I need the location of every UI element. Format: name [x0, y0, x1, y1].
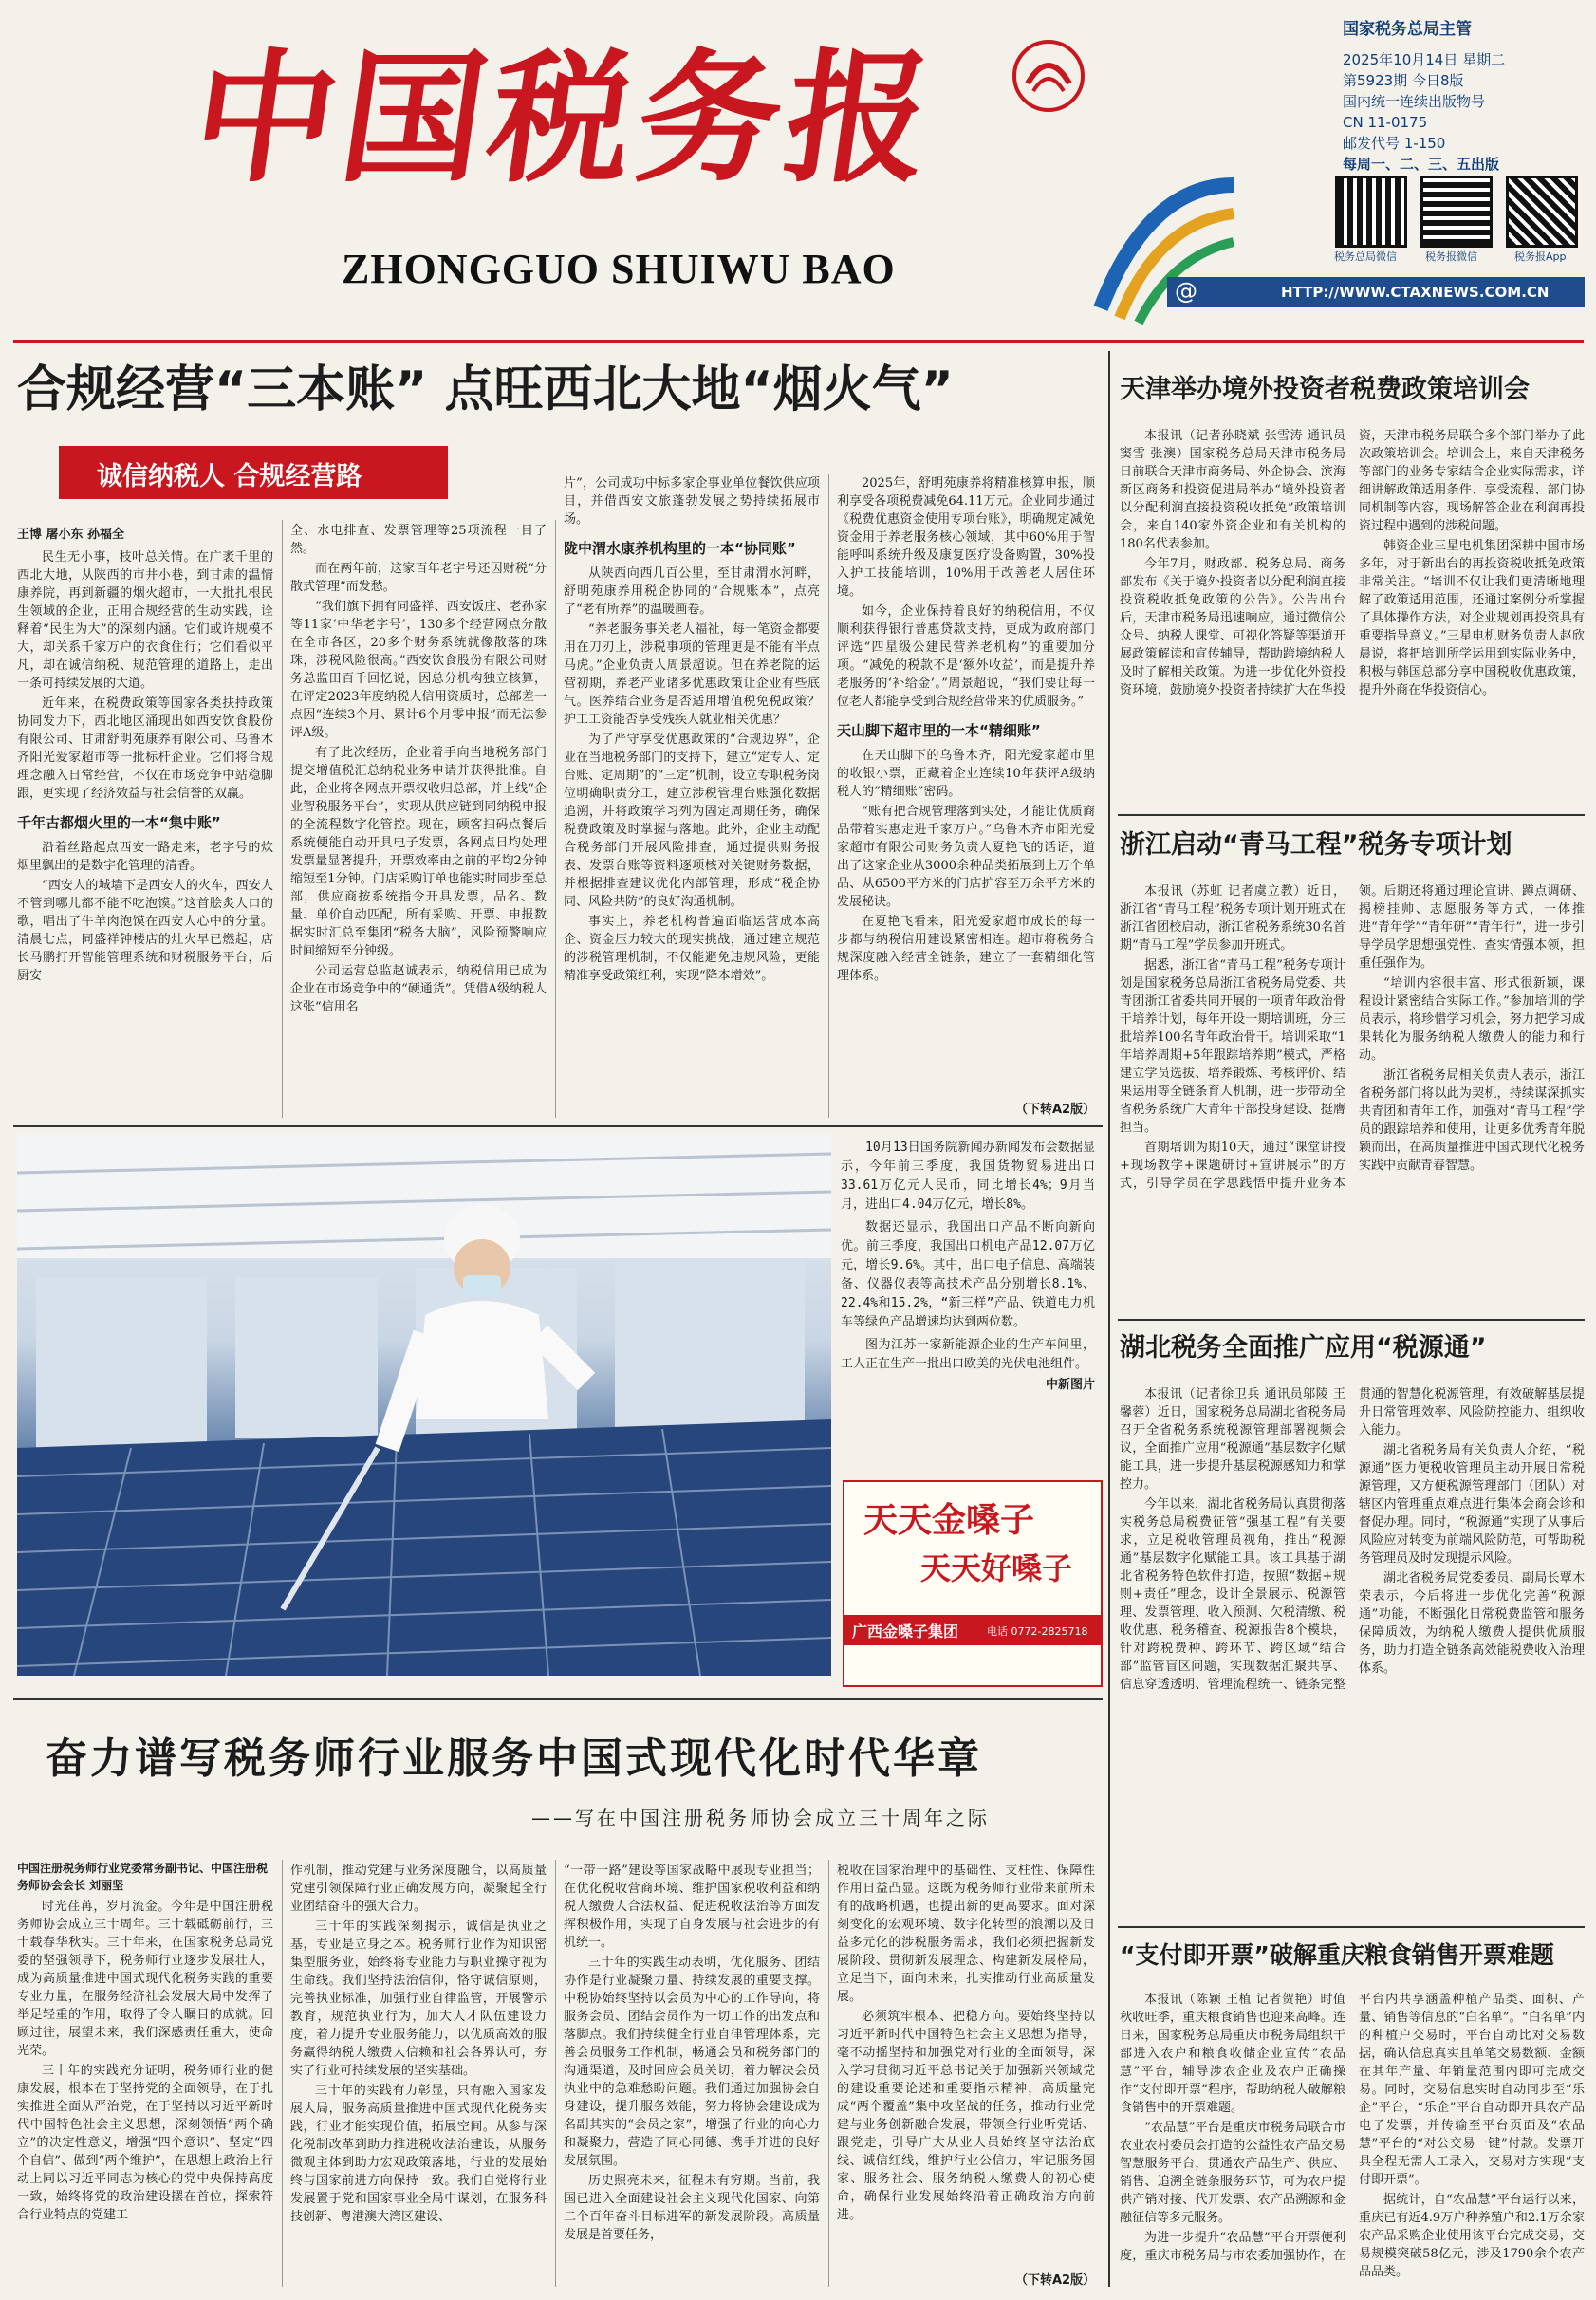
side-2-p5: 浙江省税务局相关负责人表示，浙江省税务部门将以此为契机，持续谋深抓实共青团和青年工作，加强对“青马工程”学员的跟踪培养和使用，让更多优秀青年脱颖而出，在高质量推进中国式现代化税务实践中贡献青春智慧。: [1359, 1068, 1585, 1173]
side-4-p3: 为进一步提升“农品慧”平台开票便利度，重庆市税务局与市农委加强协作，在平台内共享涵盖种植产品类、面积、产量、销售等信息的“白名单”。“白名单”内的种植户交易时，平台自动比对交易数据，确认信息真实且单笔交易数额、金额在其年产量、年销量范围内即可完成交易。同时，交易信息实时自动同步至“乐企”平台，“乐企”平台自动即开具农产品电子发票，并传输至平台页面及“农品慧”平台的“对公交易一键”付款。发票开具全程无需人工录入，交易对方实现“支付即开票”。: [1120, 1993, 1585, 2263]
lead-col1-p4: “西安人的城墙下是西安人的火车，西安人不管到哪儿都不能不吃泡馍。”这首脍炙人口的歌，唱出了牛羊肉泡馍在西安人心中的分量。清晨七点，同盛祥钟楼店的灶火早已燃起，店长马鹏打开智能管理系统和财税服务平台，后厨安: [17, 879, 273, 983]
lead-subhead-2: 陇中渭水康养机构里的一本“协同账”: [564, 540, 796, 557]
side-4-title: “支付即开票”破解重庆粮食销售开票难题: [1120, 1941, 1554, 1969]
side-2-p2: 据悉，浙江省“青马工程”税务专项计划是国家税务总局浙江省税务局党委、共青团浙江省委共同开展的一项青年政治骨干培养计划，每年开设一期培训班，分三批培养100名青年政治骨干。培训采取“1年培养周期+5年跟踪培养期”模式，严格建立学员选拔、培养锻炼、考核评价、结果运用等全链条育人机制，进一步带动全省税务系统广大青年干部投身建设、挺膺担当。: [1120, 958, 1345, 1135]
factory-illustration: [17, 1135, 831, 1676]
feature-col2-p3: 三十年的实践有力彰显，只有融入国家发展大局，服务高质量推进中国式现代化税务实践，行业才能实现价值，拓展空间。从参与深化税制改革到助力推进税收法治建设，从服务微观主体到助力宏观政策落地，行业的发展始终与国家前进方向保持一致。我们自觉将行业发展置于党和国家事业全局中谋划，在服务科技创新、粤港澳大湾区建设、: [290, 2084, 547, 2224]
side-rule-3: [1118, 1926, 1585, 1928]
side-1-p2: 今年7月，财政部、税务总局、商务部发布《关于境外投资者以分配利润直接投资税收抵免政策的公告》。公告出台后，天津市税务局迅速响应，通过微信公众号、纳税人课堂、可视化答疑等渠道开展政策解读和宣传辅导，帮助跨境纳税人及时了解相关政策。为进一步优化外资投资环境，鼓励境外投资者持续扩大在华投资，天津市税务局联合多个部门举办了此次政策培训会。培训会上，来自天津税务等部门的业务专家结合企业实际需求，详细讲解政策适用条件、享受流程、部门协同机制等内容，现场解答企业在利润再投资过程中遇到的涉税问题。: [1120, 429, 1585, 697]
qr-code-wechat-admin[interactable]: [1338, 178, 1404, 245]
side-1-p1: 本报讯（记者孙晓斌 张雪涛 通讯员窦雪 张澳）国家税务总局天津市税务局日前联合天津市商务局、外企协会、滨海新区商务和投资促进局举办“境外投资者以分配利润直接投资税收抵免”政策培训会，来自140家外资企业和有关机构的180名代表参加。: [1120, 429, 1345, 551]
side-1-p3: 韩资企业三星电机集团深耕中国市场多年，对于新出台的再投资税收抵免政策非常关注。“培训不仅让我们更清晰地理解了政策适用范围，还通过案例分析掌握了具体操作方法，对企业规划再投资具有重要指导意义。”三星电机财务负责人赵欣晨说，将把培训所学运用到实际业务中，积极与韩国总部分享中国税收优惠政策，提升外商在华投资信心。: [1359, 539, 1585, 697]
feature-continued[interactable]: （下转A2版）: [1015, 2273, 1096, 2288]
side-3-body: [1120, 1385, 1585, 1921]
post-code: 邮发代号 1-150: [1343, 135, 1446, 152]
issue-number: 第5923期 今日8版: [1343, 72, 1464, 89]
feature-col2-p2: 三十年的实践深刻揭示，诚信是执业之基，专业是立身之本。税务师行业作为知识密集型服务业，始终将专业能力与职业操守视为生命线。我们坚持法治信仰，恪守诚信原则，完善执业标准，加强行业自律监管，开展警示教育，规范执业行为，加大人才队伍建设力度，着力提升专业服务能力，以优质高效的服务赢得纳税人缴费人信赖和社会各界认可，夯实了行业可持续发展的坚实基础。: [290, 1920, 547, 2078]
feature-col-1: [17, 1898, 273, 2287]
lead-col-1: [17, 548, 273, 1118]
lead-col1-p1: 民生无小事，枝叶总关情。在广袤千里的西北大地，从陕西的市井小巷，到甘肃的温情康养院，再到新疆的烟火超市，一大批扎根民生领域的企业，正用合规经营的生动实践，诠释着“民生为大”的深刻内涵。它们或许规模不大，却关系千家万户的衣食住行；它们看似平凡，却在诚信纳税、规范管理的道路上，走出一条可持续发展的大道。: [17, 550, 273, 691]
main-sidebar-divider: [1108, 351, 1110, 2287]
advert-line2: 天天好嗓子: [920, 1550, 1073, 1586]
lead-continued[interactable]: （下转A2版）: [1015, 1103, 1096, 1117]
lead-col4-p5: 在夏艳飞看来，阳光爱家超市成长的每一步都与纳税信用建设紧密相连。超市将税务合规深度融入经营全链条，建立了一套精细化管理体系。: [837, 915, 1095, 983]
feature-col-3: [564, 1862, 820, 2287]
feature-headline: 奋力谱写税务师行业服务中国式现代化时代华章: [46, 1734, 982, 1783]
sponsor: 国家税务总局主管: [1343, 20, 1472, 39]
photo-credit: 中新图片: [1045, 1378, 1095, 1392]
lead-divider-2: [555, 520, 556, 1118]
side-3-p2: 今年以来，湖北省税务局认真贯彻落实税务总局税费征管“强基工程”有关要求，立足税收管理员视角，推出“税源通”基层数字化赋能工具。该工具基于湖北省税务特色软件打造，按照“数据+规则+责任”理念，设计全景展示、税源管理、发票管理、收入预测、欠税清缴、税收优惠、税务稽查、税源报告8个模块，针对跨税费种、跨环节、跨区域“结合部”监管盲区问题，实现数据汇聚共享、信息穿透透明、管理流程统一、链条完整贯通的智慧化税源管理，有效破解基层提升日常管理效率、风险防控能力、组织收入能力。: [1120, 1387, 1585, 1692]
lead-col4-p4: “账有把合规管理落到实处，才能让优质商品带着实惠走进千家万户。”乌鲁木齐市阳光爱家超市有限公司财务负责人夏艳飞的话语，道出了这家企业从3000余种品类拓展到上万个单品、从6500平方米的门店扩容至万余平方米的发展秘诀。: [837, 805, 1095, 909]
side-rule-2: [1118, 1319, 1585, 1321]
side-4-body: [1120, 1991, 1585, 2291]
side-3-p4: 湖北省税务局党委委员、副局长覃木荣表示，今后将进一步优化完善“税源通”功能，不断强化日常税费监管和服务保障质效，为纳税人缴费人提供优质服务，助力打造全链条高效能税费收入治理体系。: [1359, 1571, 1585, 1676]
feature-col1-p1: 时光荏苒，岁月流金。今年是中国注册税务师协会成立三十周年。三十载砥砺前行，三十载春华秋实。三十年来，在国家税务总局党委的坚强领导下，税务师行业逐步发展壮大，成为高质量推进中国式现代化税务实践的重要专业力量，在服务经济社会发展大局中发挥了举足轻重的作用，取得了令人瞩目的成就。回顾过往，展望未来，我们深感责任重大，使命光荣。: [17, 1900, 273, 2058]
feature-col2-p1: 作机制，推动党建与业务深度融合，以高质量党建引领保障行业正确发展方向，凝聚起全行业团结奋斗的强大合力。: [290, 1864, 547, 1914]
feature-divider-1: [282, 1860, 283, 2287]
at-icon: @: [1175, 278, 1197, 305]
feature-col-2: [290, 1862, 547, 2287]
feature-col1-p2: 三十年的实践充分证明，税务师行业的健康发展，根本在于坚持党的全面领导，在于扎实推进全面从严治党，在于坚持以习近平新时代中国特色社会主义思想，深刻领悟“两个确立”的决定性意义，增强“四个意识”、坚定“四个自信”、做到“两个维护”，在思想上政治上行动上同以习近平同志为核心的党中央保持高度一致，始终将党的政治建设摆在首位，探索符合行业特点的党建工: [17, 2064, 273, 2222]
advert-company: [844, 1615, 1101, 1645]
feature-col4-p1: 税收在国家治理中的基础性、支柱性、保障性作用日益凸显。这既为税务师行业带来前所未有的战略机遇，也提出新的更高要求。面对深刻变化的宏观环境、数字化转型的浪潮以及日益多元化的涉税服务需求，我们必须把握新发展阶段、贯彻新发展理念、构建新发展格局，立足当下，面向未来，扎实推动行业高质量发展。: [837, 1864, 1095, 2004]
photo-top-rule: [13, 1125, 1103, 1127]
side-2-p3: 首期培训为期10天，通过“课堂讲授+现场教学+课题研讨+宣讲展示”的方式，引导学员在学思践悟中提升业务本领。后期还将通过理论宣讲、蹲点调研、揭榜挂帅、志愿服务等方式，一体推进“青年学”“青年研”“青年行”，进一步引导学员学思想强党性、查实情强本领，担重任强作为。: [1120, 884, 1585, 1191]
lead-col4-p3: 在天山脚下的乌鲁木齐，阳光爱家超市里的收银小票，正藏着企业连续10年获评A级纳税人的“精细账”密码。: [837, 749, 1095, 799]
qr-label-1: 税务总局微信: [1334, 250, 1397, 263]
feature-col3-p3: 历史照亮未来，征程未有穷期。当前，我国已进入全面建设社会主义现代化国家、向第二个百年奋斗目标进军的新发展阶段。高质量发展是首要任务，: [564, 2174, 820, 2242]
lead-col2-p1: 全、水电排查、发票管理等25项流程一目了然。: [290, 524, 547, 556]
photo-caption-p3: 图为江苏一家新能源企业的生产车间里，工人正在生产一批出口欧美的光伏电池组件。: [841, 1338, 1095, 1371]
side-2-body: [1120, 882, 1585, 1314]
side-3-p1: 本报讯（记者徐卫兵 通讯员邬陵 王馨蓉）近日，国家税务总局湖北省税务局召开全省税务系统税源管理部署视频会议，全面推广应用“税源通”基层数字化赋能工具，进一步提升基层税源感知力和掌控力。: [1120, 1387, 1345, 1492]
lead-col1-p3: 沿着丝路起点西安一路走来，老字号的炊烟里飘出的是数字化管理的清香。: [17, 841, 273, 873]
side-2-title: 浙江启动“青马工程”税务专项计划: [1120, 830, 1512, 860]
lead-col-4: [837, 474, 1095, 1118]
side-3-p3: 湖北省税务局有关负责人介绍，“税源通”医力便税收管理员主动开展日常税源管理，又方便税源管理部门（团队）对辖区内管理重点难点进行集体会商会诊和督促办理。同时，“税源通”实现了从事后风险应对转变为前端风险防范，可帮助税务管理员及时发现提示风险。: [1359, 1443, 1585, 1566]
qr-code-wechat-paper[interactable]: [1423, 178, 1490, 245]
lead-divider-1: [282, 520, 283, 1118]
cn-number: CN 11-0175: [1343, 114, 1428, 131]
top-rule: [13, 340, 1584, 343]
masthead: [0, 0, 1596, 342]
lead-subhead-3: 天山脚下超市里的一本“精细账”: [837, 722, 1041, 739]
advert[interactable]: [843, 1480, 1103, 1687]
masthead-logo-icon: [1011, 38, 1086, 114]
lead-col-2: [290, 522, 547, 1118]
feature-col3-p1: “一带一路”建设等国家战略中展现专业担当；在优化税收营商环境、维护国家税收利益和纳税人缴费人合法权益、促进税收法治等方面发挥积极作用，实现了自身发展与社会进步的有机统一。: [564, 1864, 820, 1950]
feature-col4-p2: 必须筑牢根本、把稳方向。要始终坚持以习近平新时代中国特色社会主义思想为指导，毫不动摇坚持和加强党对行业的全面领导，深入学习贯彻习近平总书记关于加强新兴领域党的建设重要论述和重要指示精神，高质量完成“两个覆盖”集中攻坚战的任务，推动行业党建与业务创新融合发展，带领全行业听党话、跟党走，引导广大从业人员始终坚守法治底线、诚信红线，维护行业公信力，牢记服务国家、服务社会、服务纳税人缴费人的初心使命，确保行业发展始终沿着正确政治方向前进。: [837, 2010, 1095, 2222]
feature-divider-2: [555, 1860, 556, 2287]
lead-col1-p2: 近年来，在税费政策等国家各类扶持政策协同发力下，西北地区涌现出如西安饮食股份有限公司、甘肃舒明苑康养有限公司、乌鲁木齐阳光爱家超市等一批标杆企业。它们将合规理念融入日常经营，不仅在市场竞争中站稳脚跟，更实现了经济效益与社会信誉的双赢。: [17, 696, 273, 801]
issue-date: 2025年10月14日 星期二: [1343, 51, 1506, 68]
lead-col3-p2: 从陕西向西几百公里，至甘肃渭水河畔，舒明苑康养用税企协同的“合规账本”，点亮了“老有所养”的温暖画卷。: [564, 566, 820, 617]
lead-col2-p3: “我们旗下拥有同盛祥、西安饭庄、老孙家等11家‘中华老字号’，130多个经营网点分散在全市各区，20多个财务系统就像散落的珠珠，涉税风险很高。”西安饮食股份有限公司财务总监田百千回忆说，因总分机构独立核算，在评定2023年度纳税人信用资质时，总部差一点因“连续3个月、累计6个月零申报”而无法参评A级。: [290, 600, 547, 740]
side-4-p1: 本报讯（陈颖 王植 记者贺艳）时值秋收旺季，重庆粮食销售也迎来高峰。连日来，国家税务总局重庆市税务局组织干部进入农户和粮食收储企业宣传“农品慧”平台，辅导涉农企业及农户正确操作“支付即开票”程序，帮助纳税人破解粮食销售中的开票难题。: [1120, 1993, 1345, 2115]
side-1-title: 天津举办境外投资者税费政策培训会: [1120, 375, 1530, 404]
url-bar[interactable]: [1167, 277, 1585, 307]
side-2-p1: 本报讯（苏虹 记者虞立教）近日，浙江省“青马工程”税务专项计划开班式在浙江省团校启动，浙江省税务系统30名首期“青马工程”学员参加开班式。: [1120, 884, 1345, 953]
cn-label: 国内统一连续出版物号: [1343, 93, 1486, 110]
lead-col3-p5: 事实上，养老机构普遍面临运营成本高企、资金压力较大的现实挑战，通过建立规范的涉税管理机制，不仅能避免违规风险，更能精准享受政策红利，实现“降本增效”。: [564, 915, 820, 983]
lead-kicker-text: 诚信纳税人 合规经营路: [97, 462, 362, 492]
side-4-p4: 据统计，自“农品慧”平台运行以来，重庆已有近4.9万户种养殖户和2.1万余家农产品采购企业使用该平台完成交易，交易规模突破58亿元，涉及1790余个农产品品类。: [1359, 2193, 1585, 2279]
photo-caption-p2: 数据还显示，我国出口产品不断向新向优。前三季度，我国出口机电产品12.07万亿元，增长9.6%。其中，出口电子信息、高端装备、仪器仪表等高技术产品分别增长8.1%、22.4%和15.2%，“新三样”产品、铁道电力机车等绿色产品增速均达到两位数。: [841, 1220, 1095, 1329]
advert-company-name: 广西金嗓子集团: [852, 1623, 959, 1641]
feature-top-rule: [13, 1698, 1103, 1700]
photo-caption-p1: 10月13日国务院新闻办新闻发布会数据显示，今年前三季度，我国货物贸易进出口33.61万亿元人民币，同比增长4%；9月当月，进出口4.04万亿元，增长8%。: [841, 1141, 1095, 1212]
publish-schedule: 每周一、二、三、五出版: [1343, 156, 1500, 173]
lead-col-3: [564, 474, 820, 1118]
feature-subtitle: ——写在中国注册税务师协会成立三十周年之际: [531, 1807, 990, 1829]
feature-byline: 中国注册税务师行业党委常务副书记、中国注册税务师协会会长 刘丽坚: [17, 1862, 269, 1892]
photo-caption: [841, 1139, 1095, 1395]
advert-tel: 电话 0772-2825718: [987, 1625, 1088, 1638]
lead-col3-p1: 片”，公司成功中标多家企事业单位餐饮供应项目，并借西安文旅蓬勃发展之势持续拓展市场。: [564, 476, 820, 527]
lead-divider-3: [828, 474, 829, 1118]
lead-col2-p4: 有了此次经历，企业着手向当地税务部门提交增值税汇总纳税业务申请并获得批准。自此，企业将各网点开票权收归总部，并上线“企业智税服务平台”，实现从供应链到同纳税申报的全流程数字化管控。现在，顾客扫码点餐后系统便能自动开具电子发票，各网点日均处理发票量显著提升，开票效率由之前的平均2分钟缩短至1分钟。门店采购订单也能实时同步至总部，供应商按系统指令开具发票，品名、数量、单价自动匹配，所有采购、开票、申报数据实时汇总至集团“税务大脑”，风险预警响应时间缩短至分钟级。: [290, 746, 547, 958]
lead-kicker: [59, 446, 448, 499]
qr-label-2: 税务报微信: [1425, 250, 1477, 263]
lead-byline: 王博 屠小东 孙福全: [17, 528, 125, 542]
lead-col2-p2: 而在两年前，这家百年老字号还因财税“分散式管理”而发愁。: [290, 562, 547, 594]
side-4-p2: “农品慧”平台是重庆市税务局联合市农业农村委员会打造的公益性农产品交易智慧服务平台，贯通农产品生产、供应、销售、追溯全链条服务环节，可为农户提供产销对接、代开发票、农产品溯源和金融征信等多元服务。: [1120, 2121, 1345, 2225]
news-photo: [17, 1135, 831, 1676]
feature-col3-p2: 三十年的实践生动表明，优化服务、团结协作是行业凝聚力量、持续发展的重要支撑。中税协始终坚持以会员为中心的工作导向，将服务会员、团结会员作为一切工作的出发点和落脚点。我们持续健全行业自律管理体系，完善会员服务工作机制，畅通会员和税务部门的沟通渠道，及时回应会员关切，着力解决会员执业中的急难愁盼问题。我们通过加强协会自身建设，提升服务效能，努力将协会建设成为名副其实的“会员之家”，增强了行业的向心力和凝聚力，营造了同心同德、携手并进的良好发展氛围。: [564, 1956, 820, 2168]
masthead-pinyin: ZHONGGUO SHUIWU BAO: [342, 246, 896, 292]
feature-col-4: [837, 1862, 1095, 2268]
lead-col2-p5: 公司运营总监赵诚表示，纳税信用已成为企业在市场竞争中的“硬通货”。凭借A级纳税人这张“信用名: [290, 964, 547, 1014]
lead-headline: 合规经营“三本账” 点旺西北大地“烟火气”: [17, 362, 954, 418]
lead-subhead-1: 千年古都烟火里的一本“集中账”: [17, 814, 221, 831]
advert-line1: 天天金嗓子: [863, 1500, 1035, 1540]
qr-code-app[interactable]: [1509, 178, 1575, 245]
side-rule-1: [1118, 814, 1585, 816]
side-3-title: 湖北税务全面推广应用“税源通”: [1120, 1333, 1487, 1363]
feature-divider-3: [828, 1860, 829, 2287]
lead-col4-p1: 2025年，舒明苑康养将精准核算申报，顺利享受各项税费减免64.11万元。企业同步通过《税费优惠资金使用专项台账》，明确规定减免资金用于养老服务核心领域，其中60%用于智能呼叫系统升级及康复医疗设备购置，30%投入护工技能培训，10%用于改善老人居住环境。: [837, 476, 1095, 599]
masthead-title: 中国税务报: [182, 35, 947, 202]
qr-row: [1334, 178, 1585, 264]
lead-col3-p4: 为了严守享受优惠政策的“合规边界”，企业在当地税务部门的支持下，建立“定专人、定台账、定周期”的“三定”机制，设立专职税务岗位明确职责分工，建立涉税管理台账强化数据追溯，并将政策学习列为固定周期任务，确保税费政策及时掌握与落地。此外，企业主动配合税务部门开展风险排查，通过提供财务报表、发票台账等资料逐项核对关键财务数据，并根据排查建议优化内部管理，形成“税企协同、风险共防”的良好沟通机制。: [564, 733, 820, 909]
side-1-body: [1120, 427, 1585, 811]
masthead-info: [1343, 19, 1580, 175]
qr-label-3: 税务报App: [1514, 250, 1567, 263]
website-url[interactable]: HTTP://WWW.CTAXNEWS.COM.CN: [1281, 284, 1550, 301]
lead-col4-p2: 如今，企业保持着良好的纳税信用，不仅顺利获得银行普惠贷款支持，更成为政府部门评选“四星级公建民营养老机构”的重要加分项。“减免的税款不是‘额外收益’，而是提升养老服务的‘补给金’。”周景超说，“我们要让每一位老人都能享受到合规经营带来的优质服务。”: [837, 604, 1095, 709]
lead-col3-p3: “养老服务事关老人福祉，每一笔资金都要用在刀刃上，涉税事项的管理更是不能有半点马虎。”企业负责人周景超说。但在养老院的运营初期，养老产业诸多优惠政策让企业有些底气。医养结合业务是否适用增值税免税政策？护工工资能否享受残疾人就业相关优惠？: [564, 622, 820, 727]
side-2-p4: “培训内容很丰富、形式很新颖，课程设计紧密结合实际工作。”参加培训的学员表示，将珍惜学习机会，努力把学习成果转化为服务纳税人缴费人的能力和行动。: [1359, 976, 1585, 1063]
